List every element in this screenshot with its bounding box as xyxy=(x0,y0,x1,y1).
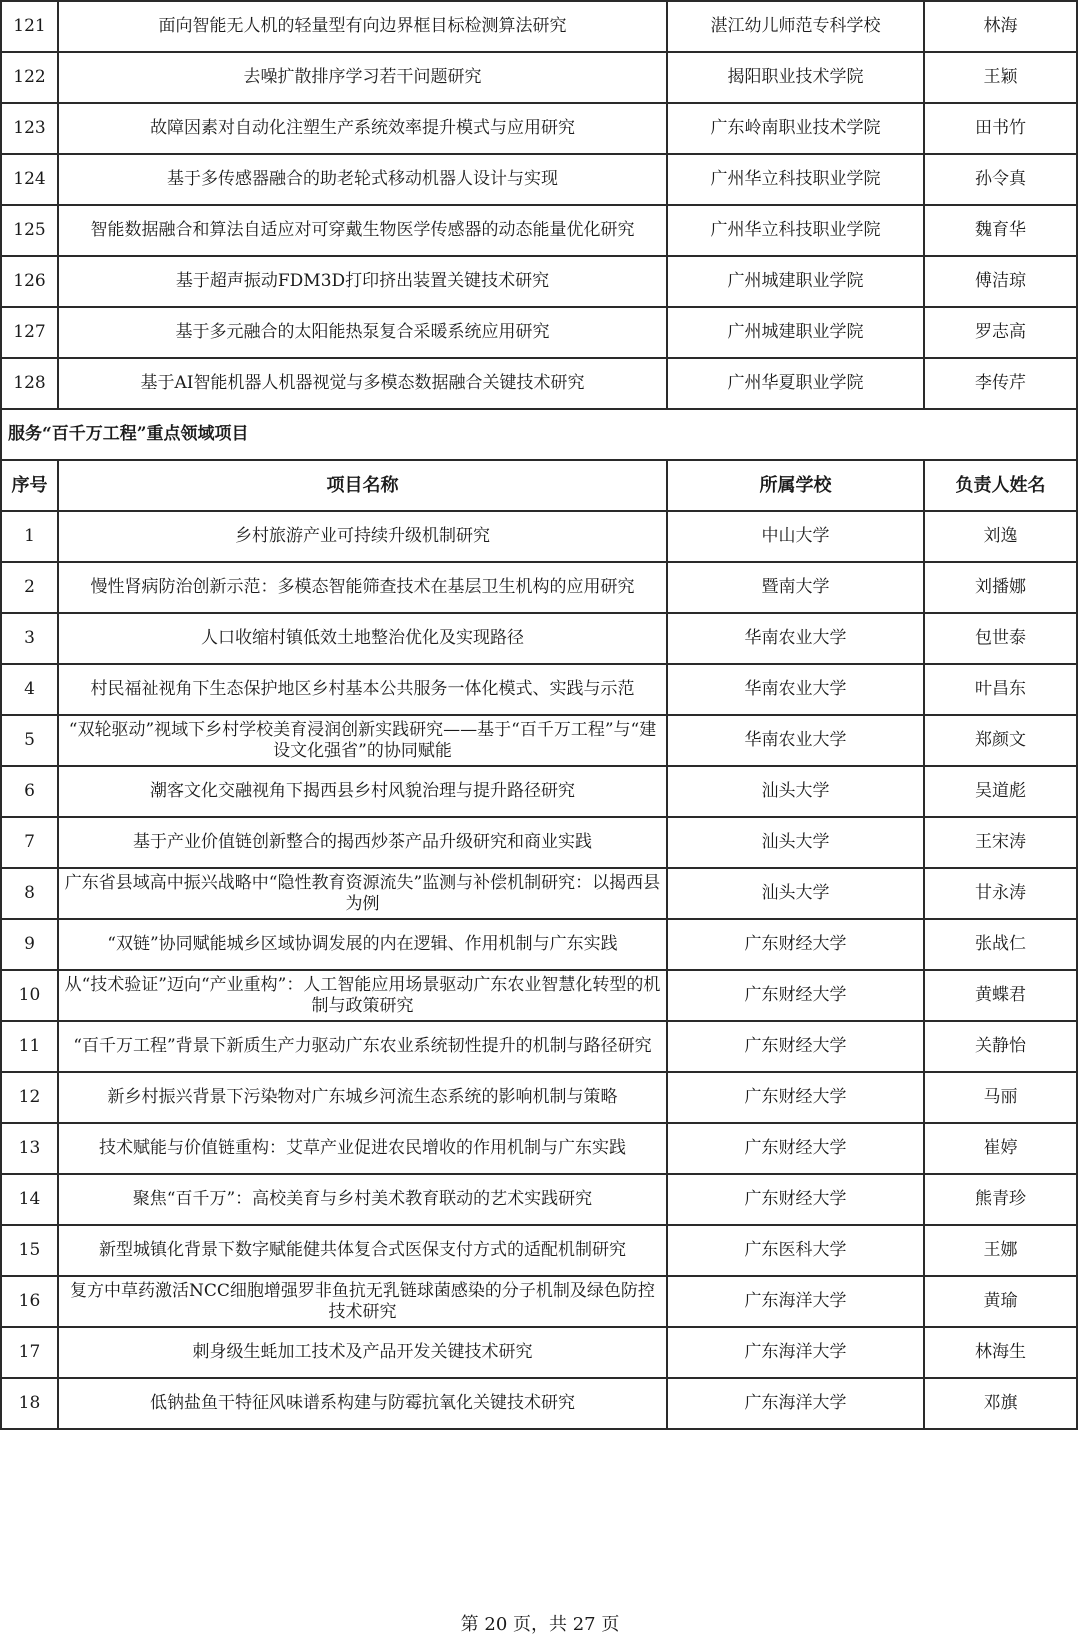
cell-name: 智能数据融合和算法自适应对可穿戴生物医学传感器的动态能量优化研究 xyxy=(58,205,667,256)
table-row xyxy=(1,919,1077,970)
cell-school: 汕头大学 xyxy=(667,766,924,817)
cell-name: 人口收缩村镇低效土地整治优化及实现路径 xyxy=(58,613,667,664)
cell-leader: 王颖 xyxy=(924,52,1077,103)
cell-school: 广东财经大学 xyxy=(667,919,924,970)
cell-no: 10 xyxy=(1,970,58,1021)
cell-name: 去噪扩散排序学习若干问题研究 xyxy=(58,52,667,103)
cell-school: 广东海洋大学 xyxy=(667,1276,924,1327)
table-row xyxy=(1,868,1077,919)
table-row xyxy=(1,562,1077,613)
table-row xyxy=(1,1378,1077,1429)
header-school: 所属学校 xyxy=(667,460,924,511)
table-row xyxy=(1,256,1077,307)
cell-leader: 傅洁琼 xyxy=(924,256,1077,307)
table-row xyxy=(1,1,1077,52)
cell-leader: 关静怡 xyxy=(924,1021,1077,1072)
cell-school: 汕头大学 xyxy=(667,868,924,919)
table-row xyxy=(1,511,1077,562)
table-row xyxy=(1,1276,1077,1327)
cell-leader: 林海 xyxy=(924,1,1077,52)
cell-leader: 罗志高 xyxy=(924,307,1077,358)
cell-leader: 黄蝶君 xyxy=(924,970,1077,1021)
cell-school: 华南农业大学 xyxy=(667,664,924,715)
cell-name: 基于AI智能机器人机器视觉与多模态数据融合关键技术研究 xyxy=(58,358,667,409)
table-row xyxy=(1,1072,1077,1123)
cell-school: 广东医科大学 xyxy=(667,1225,924,1276)
cell-school: 广州城建职业学院 xyxy=(667,256,924,307)
cell-name: 复方中草药激活NCC细胞增强罗非鱼抗无乳链球菌感染的分子机制及绿色防控技术研究 xyxy=(58,1276,667,1327)
cell-leader: 孙令真 xyxy=(924,154,1077,205)
cell-no: 7 xyxy=(1,817,58,868)
cell-name: 刺身级生蚝加工技术及产品开发关键技术研究 xyxy=(58,1327,667,1378)
cell-no: 9 xyxy=(1,919,58,970)
cell-name: 从“技术验证”迈向“产业重构”：人工智能应用场景驱动广东农业智慧化转型的机制与政策研究 xyxy=(58,970,667,1021)
table-row xyxy=(1,1174,1077,1225)
table-row xyxy=(1,1021,1077,1072)
cell-no: 11 xyxy=(1,1021,58,1072)
cell-leader: 崔婷 xyxy=(924,1123,1077,1174)
cell-name: “双链”协同赋能城乡区域协调发展的内在逻辑、作用机制与广东实践 xyxy=(58,919,667,970)
cell-leader: 王娜 xyxy=(924,1225,1077,1276)
cell-no: 2 xyxy=(1,562,58,613)
table-row xyxy=(1,52,1077,103)
section-title: 服务“百千万工程”重点领域项目 xyxy=(1,409,1077,460)
cell-name: 基于多元融合的太阳能热泵复合采暖系统应用研究 xyxy=(58,307,667,358)
cell-school: 广州华立科技职业学院 xyxy=(667,154,924,205)
table-row xyxy=(1,103,1077,154)
cell-leader: 叶昌东 xyxy=(924,664,1077,715)
cell-leader: 刘播娜 xyxy=(924,562,1077,613)
table-row xyxy=(1,1327,1077,1378)
cell-name: 面向智能无人机的轻量型有向边界框目标检测算法研究 xyxy=(58,1,667,52)
cell-name: 潮客文化交融视角下揭西县乡村风貌治理与提升路径研究 xyxy=(58,766,667,817)
cell-leader: 王宋涛 xyxy=(924,817,1077,868)
cell-school: 广东财经大学 xyxy=(667,1021,924,1072)
cell-leader: 马丽 xyxy=(924,1072,1077,1123)
cell-leader: 吴道彪 xyxy=(924,766,1077,817)
table-row xyxy=(1,358,1077,409)
cell-leader: 田书竹 xyxy=(924,103,1077,154)
cell-school: 广州华立科技职业学院 xyxy=(667,205,924,256)
table-row xyxy=(1,970,1077,1021)
cell-no: 4 xyxy=(1,664,58,715)
cell-leader: 黄瑜 xyxy=(924,1276,1077,1327)
table-row xyxy=(1,613,1077,664)
cell-name: 聚焦“百千万”：高校美育与乡村美术教育联动的艺术实践研究 xyxy=(58,1174,667,1225)
cell-no: 125 xyxy=(1,205,58,256)
cell-name: 广东省县域高中振兴战略中“隐性教育资源流失”监测与补偿机制研究：以揭西县为例 xyxy=(58,868,667,919)
cell-name: 乡村旅游产业可持续升级机制研究 xyxy=(58,511,667,562)
cell-no: 5 xyxy=(1,715,58,766)
cell-no: 127 xyxy=(1,307,58,358)
header-leader: 负责人姓名 xyxy=(924,460,1077,511)
cell-leader: 张战仁 xyxy=(924,919,1077,970)
cell-name: 低钠盐鱼干特征风味谱系构建与防霉抗氧化关键技术研究 xyxy=(58,1378,667,1429)
cell-school: 广东财经大学 xyxy=(667,1174,924,1225)
cell-no: 122 xyxy=(1,52,58,103)
cell-name: 新型城镇化背景下数字赋能健共体复合式医保支付方式的适配机制研究 xyxy=(58,1225,667,1276)
cell-no: 121 xyxy=(1,1,58,52)
table-row xyxy=(1,307,1077,358)
cell-school: 华南农业大学 xyxy=(667,715,924,766)
table-row xyxy=(1,1225,1077,1276)
cell-no: 126 xyxy=(1,256,58,307)
cell-leader: 魏育华 xyxy=(924,205,1077,256)
cell-no: 15 xyxy=(1,1225,58,1276)
cell-name: 慢性肾病防治创新示范：多模态智能筛查技术在基层卫生机构的应用研究 xyxy=(58,562,667,613)
cell-school: 华南农业大学 xyxy=(667,613,924,664)
cell-name: 村民福祉视角下生态保护地区乡村基本公共服务一体化模式、实践与示范 xyxy=(58,664,667,715)
cell-leader: 甘永涛 xyxy=(924,868,1077,919)
cell-no: 17 xyxy=(1,1327,58,1378)
table-row xyxy=(1,664,1077,715)
cell-school: 广东海洋大学 xyxy=(667,1327,924,1378)
table-row xyxy=(1,766,1077,817)
cell-school: 广东海洋大学 xyxy=(667,1378,924,1429)
cell-no: 123 xyxy=(1,103,58,154)
cell-no: 18 xyxy=(1,1378,58,1429)
cell-school: 广州华夏职业学院 xyxy=(667,358,924,409)
cell-name: 新乡村振兴背景下污染物对广东城乡河流生态系统的影响机制与策略 xyxy=(58,1072,667,1123)
cell-no: 128 xyxy=(1,358,58,409)
cell-name: “百千万工程”背景下新质生产力驱动广东农业系统韧性提升的机制与路径研究 xyxy=(58,1021,667,1072)
table-row xyxy=(1,715,1077,766)
cell-school: 广州城建职业学院 xyxy=(667,307,924,358)
cell-name: “双轮驱动”视域下乡村学校美育浸润创新实践研究——基于“百千万工程”与“建设文化强省”的协同赋能 xyxy=(58,715,667,766)
cell-name: 基于超声振动FDM3D打印挤出装置关键技术研究 xyxy=(58,256,667,307)
cell-school: 广东财经大学 xyxy=(667,1072,924,1123)
table-row xyxy=(1,205,1077,256)
page-footer: 第 20 页，共 27 页 xyxy=(460,1614,620,1635)
cell-school: 中山大学 xyxy=(667,511,924,562)
cell-school: 湛江幼儿师范专科学校 xyxy=(667,1,924,52)
table-header-row xyxy=(1,460,1077,511)
section-title-row xyxy=(1,409,1077,460)
cell-leader: 郑颜文 xyxy=(924,715,1077,766)
cell-school: 广东财经大学 xyxy=(667,970,924,1021)
table-row xyxy=(1,817,1077,868)
cell-leader: 刘逸 xyxy=(924,511,1077,562)
table-row xyxy=(1,1123,1077,1174)
cell-school: 广东岭南职业技术学院 xyxy=(667,103,924,154)
header-no: 序号 xyxy=(1,460,58,511)
cell-no: 8 xyxy=(1,868,58,919)
cell-no: 14 xyxy=(1,1174,58,1225)
cell-no: 1 xyxy=(1,511,58,562)
header-name: 项目名称 xyxy=(58,460,667,511)
cell-leader: 林海生 xyxy=(924,1327,1077,1378)
cell-school: 揭阳职业技术学院 xyxy=(667,52,924,103)
cell-leader: 包世泰 xyxy=(924,613,1077,664)
cell-leader: 邓旗 xyxy=(924,1378,1077,1429)
table-row xyxy=(1,154,1077,205)
cell-leader: 李传芹 xyxy=(924,358,1077,409)
cell-school: 汕头大学 xyxy=(667,817,924,868)
cell-no: 124 xyxy=(1,154,58,205)
cell-no: 16 xyxy=(1,1276,58,1327)
cell-name: 基于产业价值链创新整合的揭西炒茶产品升级研究和商业实践 xyxy=(58,817,667,868)
cell-no: 3 xyxy=(1,613,58,664)
cell-leader: 熊青珍 xyxy=(924,1174,1077,1225)
cell-school: 广东财经大学 xyxy=(667,1123,924,1174)
cell-name: 故障因素对自动化注塑生产系统效率提升模式与应用研究 xyxy=(58,103,667,154)
cell-name: 基于多传感器融合的助老轮式移动机器人设计与实现 xyxy=(58,154,667,205)
cell-no: 13 xyxy=(1,1123,58,1174)
cell-school: 暨南大学 xyxy=(667,562,924,613)
cell-name: 技术赋能与价值链重构：艾草产业促进农民增收的作用机制与广东实践 xyxy=(58,1123,667,1174)
cell-no: 12 xyxy=(1,1072,58,1123)
cell-no: 6 xyxy=(1,766,58,817)
